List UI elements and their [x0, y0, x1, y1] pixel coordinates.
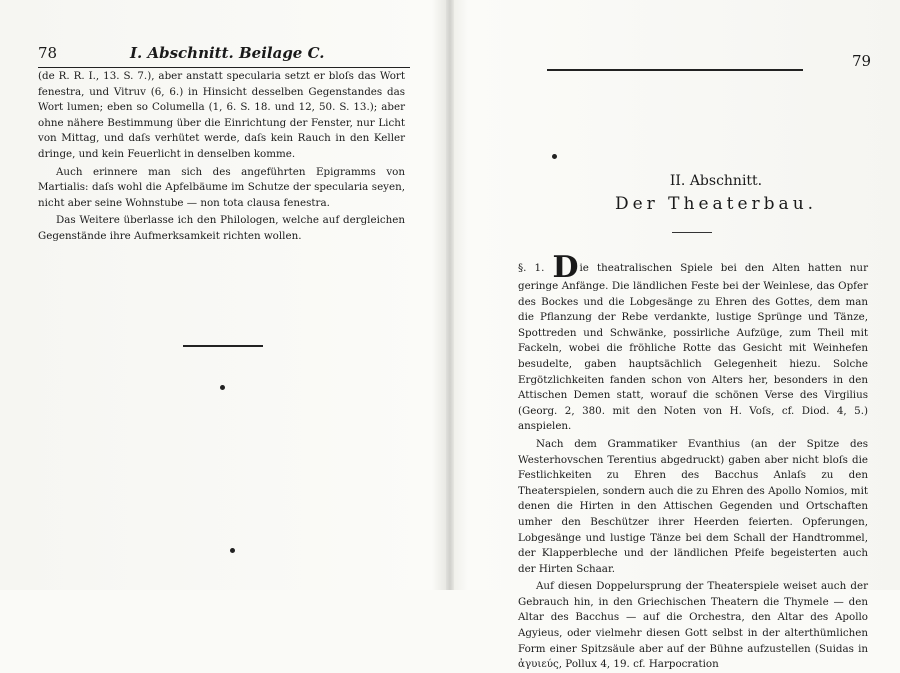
ink-spot: [220, 385, 225, 390]
right-page: [452, 0, 900, 671]
right-paragraph-3: Auf diesen Doppelursprung der Theaterspiele weiset auch der Gebrauch hin, in den Griechischen Theatern die Thymele — den Altar des Bacchus — auf die Orchestra, den Altar des Apollo Agyieus, oder vielmehr diesen Gott selbst in der alterthümlichen Form einer Spitzsäule aber auf der Bühne aufzustellen (Suidas in ἀγυιεύς, Pollux 4, 19. cf. Harpocration: [518, 580, 868, 671]
left-paragraph-1: (de R. R. I., 13. S. 7.), aber anstatt specularia setzt er bloſs das Wort fenestra, und Vitruv (6, 6.) in Hinsicht desselben Gegenstandes das Wort lumen; eben so Columella (1, 6. S. 18. und 12, 50. S. 13.); aber ohne nähere Bestimmung über die Einrichtung der Fenster, nur Licht von Mittag, und daſs verhütet werde, daſs kein Rauch in den Keller dringe, und kein Feuerlicht in denselben komme.: [38, 70, 405, 160]
header-rule: [38, 67, 410, 68]
top-rule: [547, 69, 803, 71]
decorative-rule: [183, 345, 263, 347]
left-paragraph-2: Auch erinnere man sich des angeführten Epigramms von Martialis: daſs wohl die Apfelbäume im Schutze der specularia seyen, nicht aber seine Wohnstube — non tota clausa fenestra.: [38, 165, 405, 209]
right-paragraph-2: Nach dem Grammatiker Evanthius (an der Spitze des Westerhovschen Terentius abgedruckt) gaben aber nicht bloſs die Festlichkeiten zu Ehren des Bacchus Anlaſs zu den Theaterspielen, sondern auch die zu Ehren des Apollo Nomios, mit denen die Hirten in den Attischen Gegenden und Ortschaften umher den Beschützer ihrer Heerden feierten. Opferungen, Lobgesänge und lustige Tänze bei dem Schall der Handtrommel, der Klapperbleche und der ländlichen Pfeife begeisterten auch der Hirten Schaar.: [518, 437, 868, 575]
drop-cap: D: [552, 250, 579, 285]
section-mark: §. 1.: [518, 262, 545, 274]
section-subtitle: Der Theaterbau.: [614, 194, 818, 214]
left-page: [0, 0, 448, 590]
section-title: II. Abschnitt.: [669, 173, 763, 189]
subtitle-rule: [672, 232, 712, 233]
right-body-text: [518, 250, 868, 673]
running-head: I. Abschnitt. Beilage C.: [130, 44, 325, 62]
page-number-left: 78: [38, 44, 58, 62]
page-number-right: 79: [852, 52, 872, 70]
right-paragraph-1-text: ie theatralischen Spiele bei den Alten hatten nur geringe Anfänge. Die ländlichen Feste bei der Weinlese, das Opfer des Bockes und die Lobgesänge zu Ehren des Gottes, dem man die Pflanzung der Rebe verdankte, lustige Sprünge und Tänze, Spottreden und Schwänke, possirliche Aufzüge, zum Theil mit Fackeln, wobei die fröhliche Rotte das Gesicht mit Weinhefen besudelte, gaben hauptsächlich Gelegenheit hiezu. Solche Ergötzlichkeiten fanden schon von Alters her, besonders in den Attischen Demen statt, worauf die schönen Verse des Virgilius (Georg. 2, 380. mit den Noten von H. Voſs, cf. Diod. 4, 5.) anspielen.: [518, 262, 868, 433]
ink-spot: [230, 548, 235, 553]
ink-spot: [552, 154, 557, 159]
right-paragraph-1: [518, 250, 868, 435]
left-body-text: [38, 69, 405, 245]
left-paragraph-3: Das Weitere überlasse ich den Philologen, welche auf dergleichen Gegenstände ihre Aufmerksamkeit richten wollen.: [38, 214, 405, 242]
